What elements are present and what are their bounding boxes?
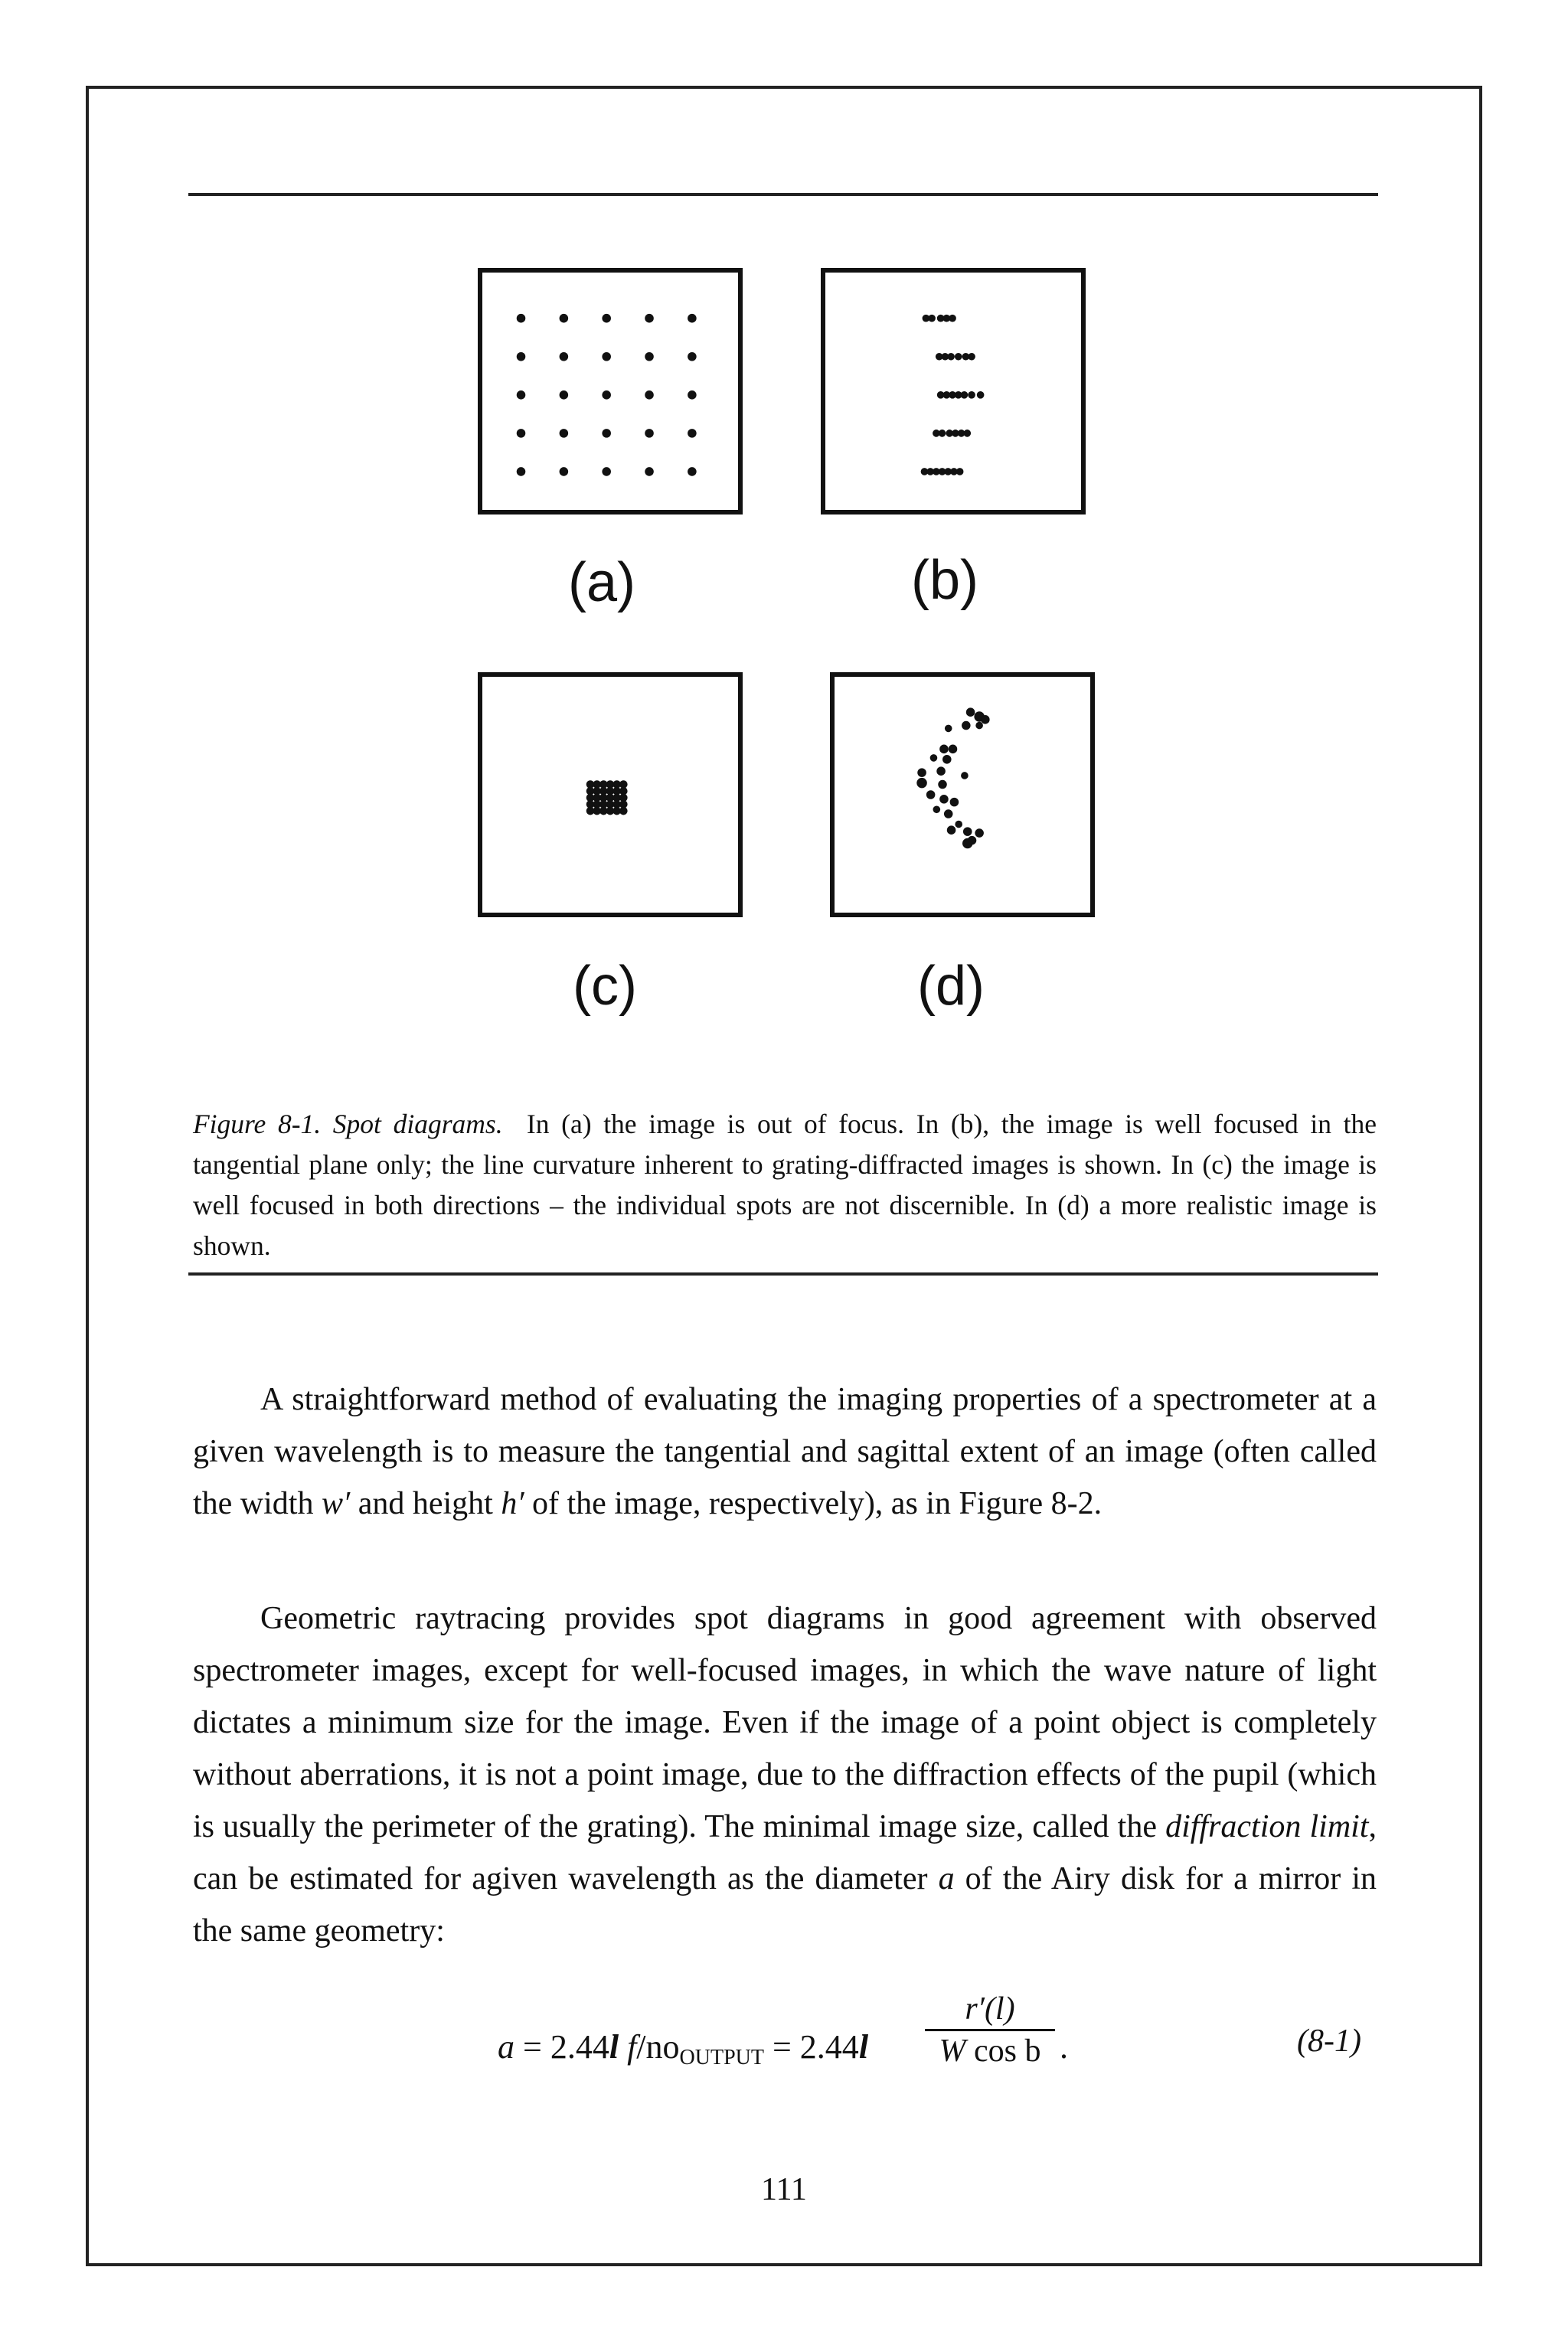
spot-c-4-5 (619, 807, 628, 815)
equation-number: (8-1) (1297, 2024, 1361, 2059)
eq-lambda-1: l (609, 2028, 619, 2066)
spot-a-0-4 (688, 314, 697, 323)
para2-text-c: of the Airy disk for a mirror in the same geometry: (193, 1861, 1377, 1949)
spot-d-2 (981, 715, 990, 724)
paragraph-1 (193, 1374, 1377, 1530)
eq-den-w: W (939, 2034, 966, 2069)
spot-a-1-2 (602, 352, 611, 361)
spot-d-21 (947, 825, 956, 835)
spot-a-1-0 (517, 352, 526, 361)
para1-text-c: of the image, respectively), as in Figure 8-2. (524, 1486, 1102, 1521)
caption-text: In (a) the image is out of focus. In (b), the image is well focused in the tangential plane only; the line curvature inherent to grating-diffracted images is shown. In (c) the image is well focused in both directions – the individual spots are not discernible. In (d) a more realistic image is shown. (193, 1109, 1377, 1261)
para1-text-b: and height (350, 1486, 501, 1521)
eq-no: /no (636, 2028, 680, 2066)
equation-fraction (925, 1991, 1055, 2069)
spot-d-12 (961, 772, 969, 779)
para2-text-b: , can be estimated for agiven wavelength as the diameter (193, 1809, 1377, 1896)
spot-d-3 (962, 721, 971, 730)
spot-d-4 (945, 725, 952, 733)
spot-a-4-4 (688, 467, 697, 476)
spot-d-20 (955, 821, 962, 828)
spot-a-3-0 (517, 429, 526, 438)
spot-d-9 (942, 755, 952, 764)
caption-rule (188, 1272, 1378, 1276)
panel-label-d: (d) (917, 956, 985, 1017)
figure-caption (193, 1104, 1377, 1266)
spot-b-1-2 (947, 353, 955, 361)
spot-a-4-1 (560, 467, 569, 476)
spot-a-3-2 (602, 429, 611, 438)
panel-label-c: (c) (573, 956, 637, 1017)
spot-a-0-0 (517, 314, 526, 323)
spot-a-2-2 (602, 390, 611, 400)
eq-part-1: = 2.44 (514, 2028, 609, 2066)
spot-diagram-b-plot (825, 273, 1081, 510)
term-diffraction-limit: diffraction limit (1165, 1809, 1369, 1844)
spot-a-0-3 (645, 314, 654, 323)
spot-a-2-0 (517, 390, 526, 400)
spot-d-15 (926, 790, 936, 799)
spot-a-4-2 (602, 467, 611, 476)
spot-d-5 (975, 722, 983, 730)
spot-a-4-3 (645, 467, 654, 476)
spot-d-25 (962, 838, 972, 848)
spot-b-3-1 (939, 430, 946, 437)
spot-b-3-5 (963, 430, 971, 437)
spot-a-1-4 (688, 352, 697, 361)
paragraph-2 (193, 1592, 1377, 1957)
spot-d-23 (975, 828, 984, 838)
spot-a-3-1 (560, 429, 569, 438)
spot-diagram-c-plot (482, 677, 738, 913)
eq-f: f (619, 2028, 637, 2066)
spot-b-1-3 (955, 353, 962, 361)
spot-d-13 (916, 778, 926, 788)
spot-diagram-a (478, 268, 743, 514)
spot-a-3-3 (645, 429, 654, 438)
eq-period: . (1060, 2028, 1068, 2066)
spot-d-16 (939, 795, 949, 804)
spot-a-2-3 (645, 390, 654, 400)
spot-a-1-1 (560, 352, 569, 361)
panel-label-a: (a) (568, 552, 635, 613)
eq-subscript: OUTPUT (679, 2046, 764, 2069)
page-number: 111 (761, 2172, 807, 2207)
spot-b-2-5 (968, 391, 975, 399)
spot-a-2-4 (688, 390, 697, 400)
spot-a-4-0 (517, 467, 526, 476)
header-rule (188, 193, 1378, 196)
spot-a-2-1 (560, 390, 569, 400)
spot-a-0-1 (560, 314, 569, 323)
spot-d-22 (963, 827, 972, 836)
spot-d-7 (949, 745, 958, 754)
spot-d-19 (944, 809, 953, 818)
para1-text-a: A straightforward method of evaluating the imaging properties of a spectrometer at a given wavelength is to measure the tangential and sagittal extent of an image (often called the width (193, 1382, 1377, 1521)
spot-b-1-5 (968, 353, 975, 361)
eq-numerator: r′(l) (925, 1991, 1055, 2031)
var-w-prime: w′ (321, 1486, 351, 1521)
eq-den-beta: b (1024, 2034, 1041, 2069)
spot-d-11 (936, 766, 946, 776)
spot-b-0-1 (928, 315, 936, 322)
spot-b-2-6 (977, 391, 985, 399)
eq-lhs: a (498, 2028, 514, 2066)
spot-diagram-c (478, 672, 743, 917)
spot-d-17 (950, 798, 959, 807)
spot-d-6 (939, 745, 949, 754)
caption-lead: Figure 8-1. Spot diagrams. (193, 1109, 503, 1139)
spot-diagram-b (821, 268, 1086, 514)
para2-text-a: Geometric raytracing provides spot diagrams in good agreement with observed spectrometer images, except for well-focused images, in which the wave nature of light dictates a minimum size for the image. Even if the image of a point object is completely without aberrations, it is not a point image, due to the diffraction effects of the pupil (which is usually the perimeter of the grating). The minimal image size, called the (193, 1601, 1377, 1844)
var-a: a (938, 1861, 955, 1896)
spot-b-0-4 (949, 315, 956, 322)
equation-8-1 (498, 2027, 868, 2070)
spot-d-10 (917, 768, 926, 777)
eq-lambda-2: l (858, 2028, 869, 2066)
spot-b-4-6 (956, 468, 964, 475)
eq-denominator (925, 2031, 1055, 2069)
panel-label-b: (b) (911, 550, 978, 611)
spot-a-3-4 (688, 429, 697, 438)
spot-diagram-d (830, 672, 1095, 917)
spot-d-18 (933, 805, 941, 813)
spot-d-0 (966, 707, 975, 717)
eq-part-2: = 2.44 (763, 2028, 859, 2066)
spot-a-0-2 (602, 314, 611, 323)
spot-diagram-d-plot (835, 677, 1090, 913)
spot-a-1-3 (645, 352, 654, 361)
spot-d-8 (930, 754, 938, 762)
spot-b-2-4 (961, 391, 969, 399)
spot-d-14 (938, 780, 947, 789)
var-h-prime: h′ (501, 1486, 524, 1521)
spot-diagram-a-plot (482, 273, 738, 510)
eq-den-cos: cos (965, 2034, 1025, 2069)
